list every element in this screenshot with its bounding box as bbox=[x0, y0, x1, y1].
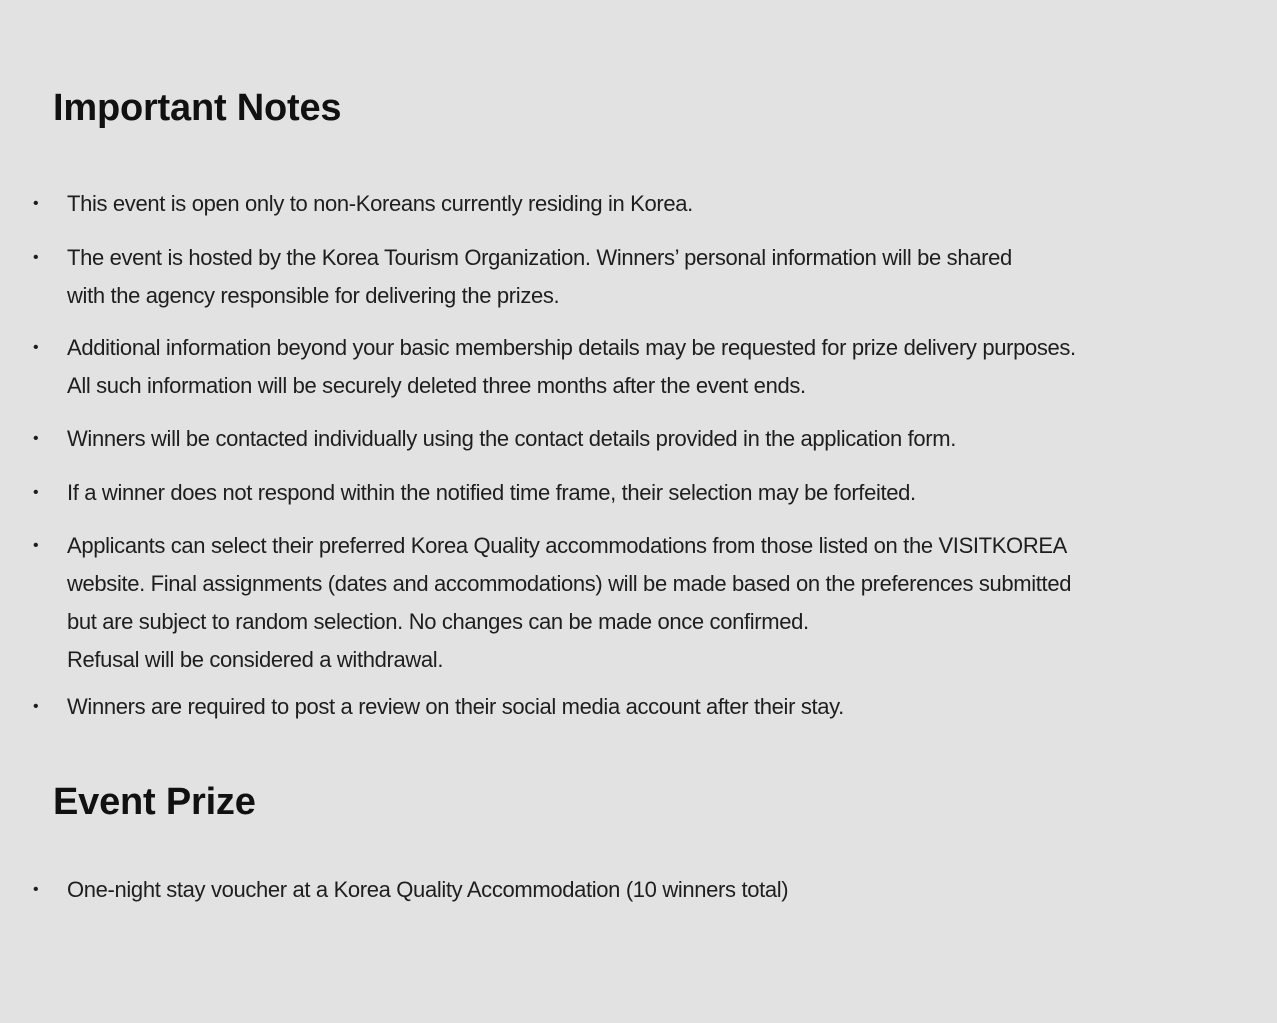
list-item bbox=[0, 871, 1200, 909]
list-item bbox=[0, 239, 1200, 315]
list-item bbox=[0, 527, 1200, 679]
bullet-icon: • bbox=[33, 430, 39, 447]
list-item bbox=[0, 474, 1200, 512]
list-item-text: with the agency responsible for delivering the prizes. bbox=[67, 283, 560, 308]
event-prize-list bbox=[0, 871, 1200, 909]
list-item-text: Refusal will be considered a withdrawal. bbox=[67, 647, 444, 672]
bullet-icon: • bbox=[33, 881, 39, 898]
bullet-icon: • bbox=[33, 195, 39, 212]
bullet-icon: • bbox=[33, 249, 39, 266]
list-item bbox=[0, 420, 1200, 458]
list-item-text: Additional information beyond your basic membership details may be requested for prize delivery purposes. bbox=[67, 335, 1076, 360]
list-item-text: Winners will be contacted individually using the contact details provided in the application form. bbox=[67, 426, 956, 451]
list-item bbox=[0, 329, 1200, 405]
list-item-text: One-night stay voucher at a Korea Quality Accommodation (10 winners total) bbox=[67, 877, 789, 902]
bullet-icon: • bbox=[33, 537, 39, 554]
bullet-icon: • bbox=[33, 339, 39, 356]
list-item-text: but are subject to random selection. No changes can be made once confirmed. bbox=[67, 609, 809, 634]
list-item-text: If a winner does not respond within the notified time frame, their selection may be forfeited. bbox=[67, 480, 916, 505]
list-item-text: website. Final assignments (dates and accommodations) will be made based on the preferences submitted bbox=[67, 571, 1072, 596]
list-item-text: All such information will be securely deleted three months after the event ends. bbox=[67, 373, 806, 398]
bullet-icon: • bbox=[33, 698, 39, 715]
list-item-text: This event is open only to non-Koreans currently residing in Korea. bbox=[67, 191, 693, 216]
important-notes-heading: Important Notes bbox=[53, 87, 342, 129]
list-item-text: Applicants can select their preferred Korea Quality accommodations from those listed on the VISITKOREA bbox=[67, 533, 1068, 558]
list-item bbox=[0, 688, 1200, 726]
list-item-text: The event is hosted by the Korea Tourism Organization. Winners’ personal information will be shared bbox=[67, 245, 1012, 270]
important-notes-list bbox=[0, 185, 1200, 726]
event-prize-heading: Event Prize bbox=[53, 781, 256, 823]
list-item-text: Winners are required to post a review on their social media account after their stay. bbox=[67, 694, 844, 719]
bullet-icon: • bbox=[33, 484, 39, 501]
list-item bbox=[0, 185, 1200, 223]
